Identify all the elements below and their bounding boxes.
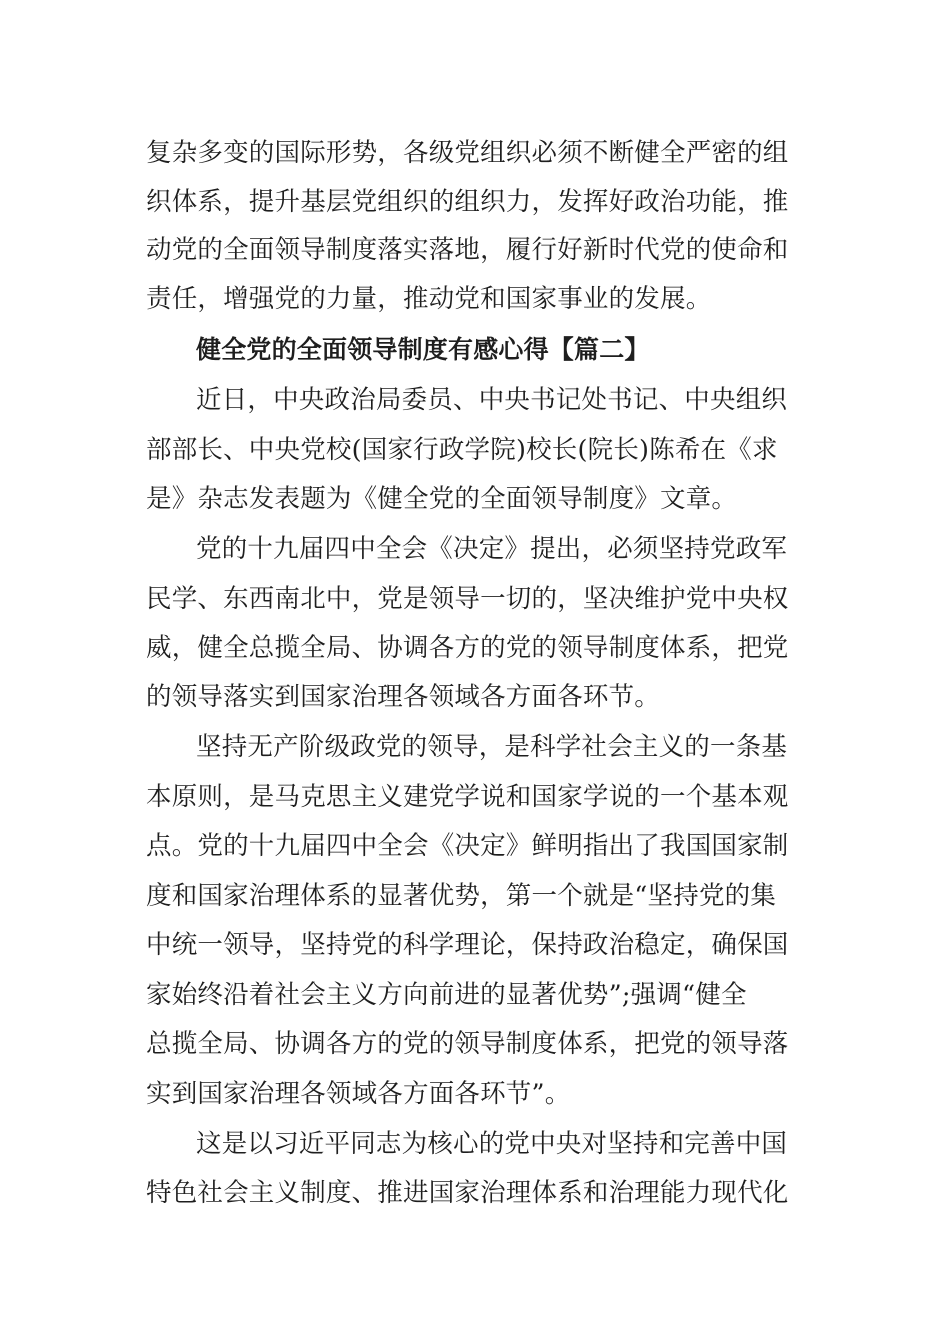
paragraph-1-line-1: 复杂多变的国际形势，各级党组织必须不断健全严密的组 [146,138,789,168]
paragraph-4-line-2: 本原则，是马克思主义建党学说和国家学说的一个基本观 [146,782,789,812]
paragraph-3-line-3: 威，健全总揽全局、协调各方的党的领导制度体系，把党 [146,633,789,663]
paragraph-1-line-2: 织体系，提升基层党组织的组织力，发挥好政治功能，推 [146,187,789,217]
paragraph-5-line-2: 特色社会主义制度、推进国家治理体系和治理能力现代化 [146,1178,789,1208]
paragraph-1-line-4: 责任，增强党的力量，推动党和国家事业的发展。 [146,284,712,314]
paragraph-4-line-1: 坚持无产阶级政党的领导，是科学社会主义的一条基 [196,732,788,762]
paragraph-5-line-1: 这是以习近平同志为核心的党中央对坚持和完善中国 [196,1129,788,1159]
paragraph-1-line-3: 动党的全面领导制度落实落地，履行好新时代党的使命和 [146,235,789,265]
paragraph-4-line-7: 总揽全局、协调各方的党的领导制度体系，把党的领导落 [146,1029,789,1059]
paragraph-3-line-2: 民学、东西南北中，党是领导一切的，坚决维护党中央权 [146,584,789,614]
paragraph-4-line-3: 点。党的十九届四中全会《决定》鲜明指出了我国国家制 [146,831,789,861]
paragraph-4-line-5: 中统一领导，坚持党的科学理论，保持政治稳定，确保国 [146,930,789,960]
section-heading: 健全党的全面领导制度有感心得【篇二】 [196,335,650,364]
paragraph-2-line-2: 部部长、中央党校(国家行政学院)校长(院长)陈希在《求 [146,435,778,465]
paragraph-2-line-1: 近日，中央政治局委员、中央书记处书记、中央组织 [196,385,788,415]
paragraph-4-line-6: 家始终沿着社会主义方向前进的显著优势”;强调“健全 [146,980,747,1010]
paragraph-3-line-4: 的领导落实到国家治理各领域各方面各环节。 [146,682,661,712]
paragraph-4-line-4: 度和国家治理体系的显著优势，第一个就是“坚持党的集 [146,881,777,911]
paragraph-3-line-1: 党的十九届四中全会《决定》提出，必须坚持党政军 [196,534,788,564]
paragraph-2-line-3: 是》杂志发表题为《健全党的全面领导制度》文章。 [146,484,738,514]
paragraph-4-line-8: 实到国家治理各领域各方面各环节”。 [146,1079,571,1109]
